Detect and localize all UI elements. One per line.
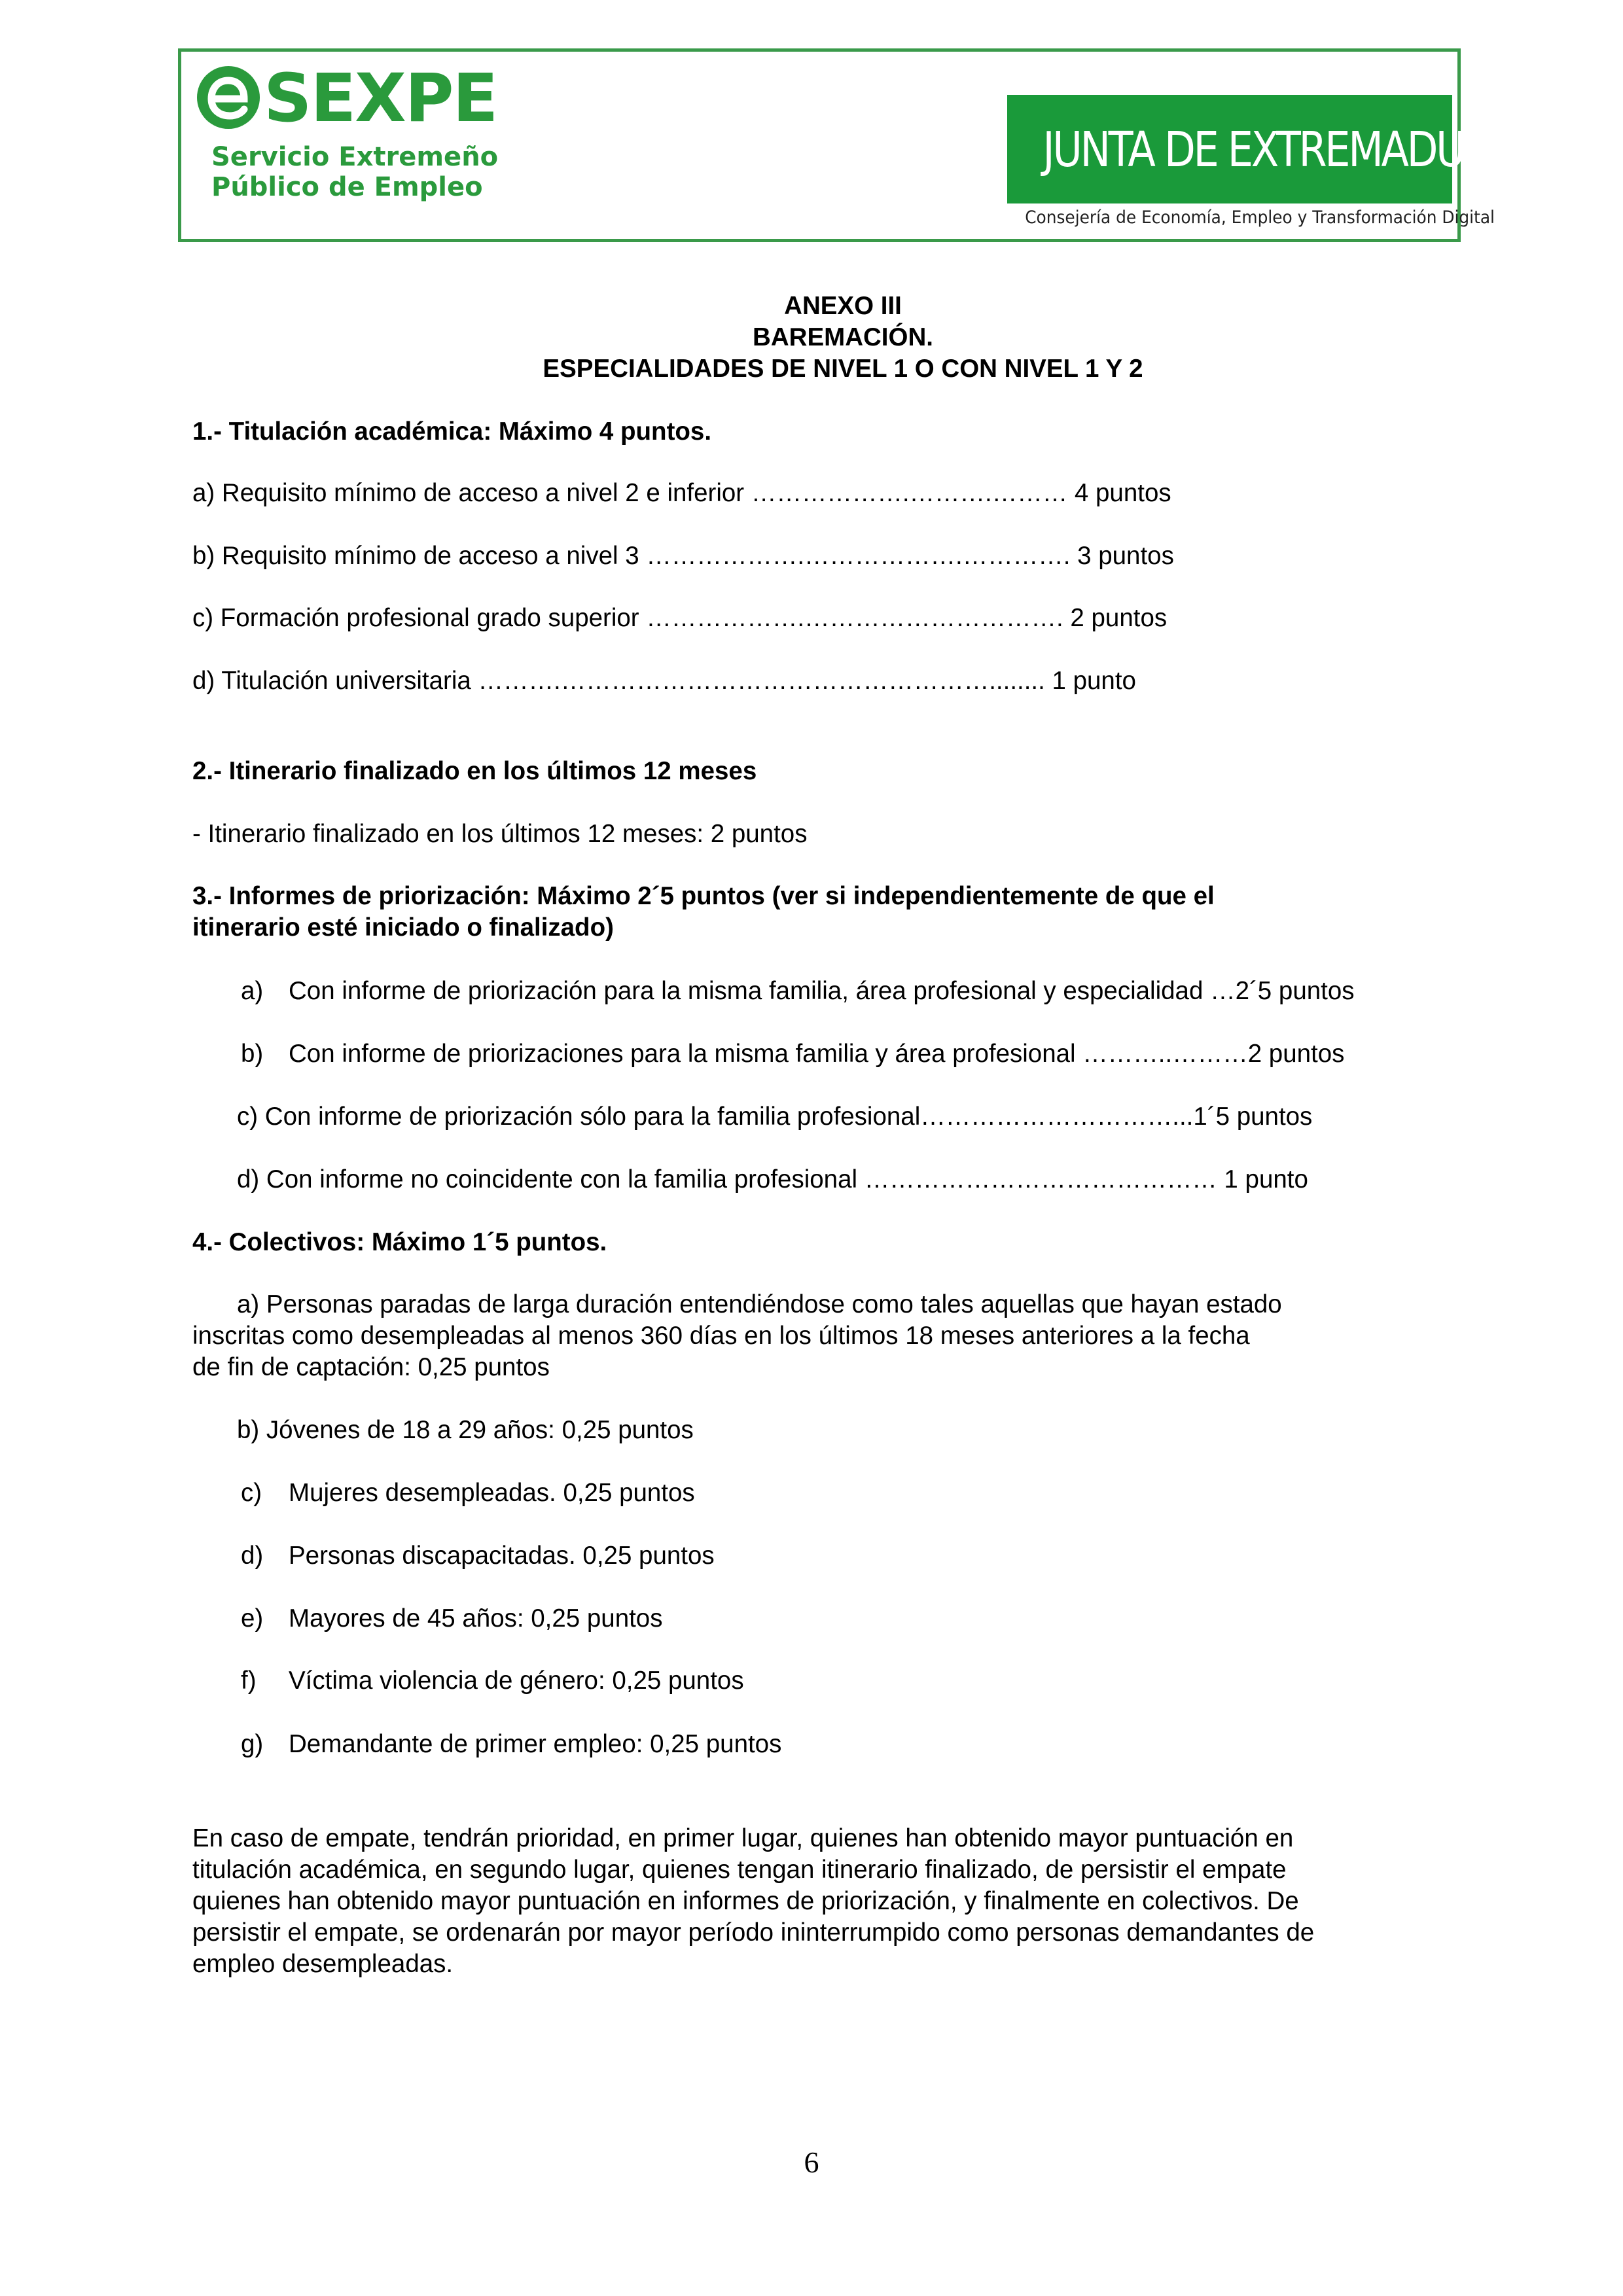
section4-heading: 4.- Colectivos: Máximo 1´5 puntos. [192, 1228, 607, 1256]
section4-item-f-text: Víctima violencia de género: 0,25 puntos [289, 1667, 744, 1695]
title-line2: BAREMACIÓN. [753, 323, 933, 351]
junta-name: JUNTA DE EXTREMADURA [1043, 122, 1514, 178]
section4-item-d-text: Personas discapacitadas. 0,25 puntos [289, 1542, 715, 1570]
section2-heading: 2.- Itinerario finalizado en los últimos 12 meses [192, 757, 757, 785]
section4-item-a-line3: de fin de captación: 0,25 puntos [192, 1353, 550, 1381]
section3-item-b-text: Con informe de priorizaciones para la misma familia y área profesional ………..………2 puntos [289, 1040, 1345, 1068]
section3-heading-line2: itinerario esté iniciado o finalizado) [192, 913, 614, 942]
section1-item-c: c) Formación profesional grado superior ……………….…………………………. 2 puntos [192, 604, 1168, 632]
tiebreak-line4: persistir el empate, se ordenarán por mayor período ininterrumpido como personas demandantes de [192, 1918, 1315, 1947]
section1-item-b: b) Requisito mínimo de acceso a nivel 3 ……………….……………….…………. 3 puntos [192, 542, 1174, 570]
sexpe-subtitle-line1: Servicio Extremeño [211, 142, 499, 172]
section4-item-c-text: Mujeres desempleadas. 0,25 puntos [289, 1479, 695, 1507]
sexpe-subtitle-line2: Público de Empleo [211, 172, 483, 202]
sexpe-name: SEXPE [264, 60, 497, 137]
section3-item-d: d) Con informe no coincidente con la familia profesional …………………………………… 1 punto [237, 1165, 1308, 1193]
title-line1: ANEXO III [784, 292, 902, 320]
page-number: 6 [804, 2146, 819, 2179]
title-line3: ESPECIALIDADES DE NIVEL 1 O CON NIVEL 1 Y 2 [543, 355, 1143, 383]
section3-item-a-letter: a) [241, 977, 264, 1005]
tiebreak-line2: titulación académica, en segundo lugar, quienes tengan itinerario finalizado, de persistir el empate [192, 1856, 1287, 1884]
section1-heading: 1.- Titulación académica: Máximo 4 puntos. [192, 417, 712, 446]
section4-item-g-text: Demandante de primer empleo: 0,25 puntos [289, 1730, 782, 1758]
junta-subtitle: Consejería de Economía, Empleo y Transformación Digital [1025, 207, 1495, 228]
section2-item: - Itinerario finalizado en los últimos 12 meses: 2 puntos [192, 820, 808, 848]
section3-heading-line1: 3.- Informes de priorización: Máximo 2´5 puntos (ver si independientemente de que el [192, 882, 1215, 910]
section4-item-e-letter: e) [241, 1604, 264, 1633]
section4-item-d-letter: d) [241, 1542, 264, 1570]
section4-item-b: b) Jóvenes de 18 a 29 años: 0,25 puntos [237, 1416, 694, 1444]
tiebreak-line1: En caso de empate, tendrán prioridad, en primer lugar, quienes han obtenido mayor puntuación en [192, 1824, 1294, 1852]
section4-item-e-text: Mayores de 45 años: 0,25 puntos [289, 1604, 663, 1633]
tiebreak-line5: empleo desempleadas. [192, 1950, 454, 1978]
section4-item-a-line1: a) Personas paradas de larga duración entendiéndose como tales aquellas que hayan estado [237, 1290, 1282, 1318]
section3-item-c: c) Con informe de priorización sólo para la familia profesional…………………………...1´5 puntos [237, 1103, 1313, 1131]
section4-item-g-letter: g) [241, 1730, 264, 1758]
section3-item-a-text: Con informe de priorización para la misma familia, área profesional y especialidad …2´5 puntos [289, 977, 1355, 1005]
section3-item-b-letter: b) [241, 1040, 264, 1068]
section4-item-f-letter: f) [241, 1667, 257, 1695]
section1-item-a: a) Requisito mínimo de acceso a nivel 2 e inferior ……………….……….……… 4 puntos [192, 479, 1171, 507]
section1-item-d: d) Titulación universitaria ……….……………………………………………........ 1 punto [192, 667, 1136, 695]
tiebreak-line3: quienes han obtenido mayor puntuación en informes de priorización, y finalmente en colectivos. De [192, 1887, 1299, 1915]
section4-item-c-letter: c) [241, 1479, 262, 1507]
section4-item-a-line2: inscritas como desempleadas al menos 360 días en los últimos 18 meses anteriores a la fecha [192, 1322, 1250, 1350]
